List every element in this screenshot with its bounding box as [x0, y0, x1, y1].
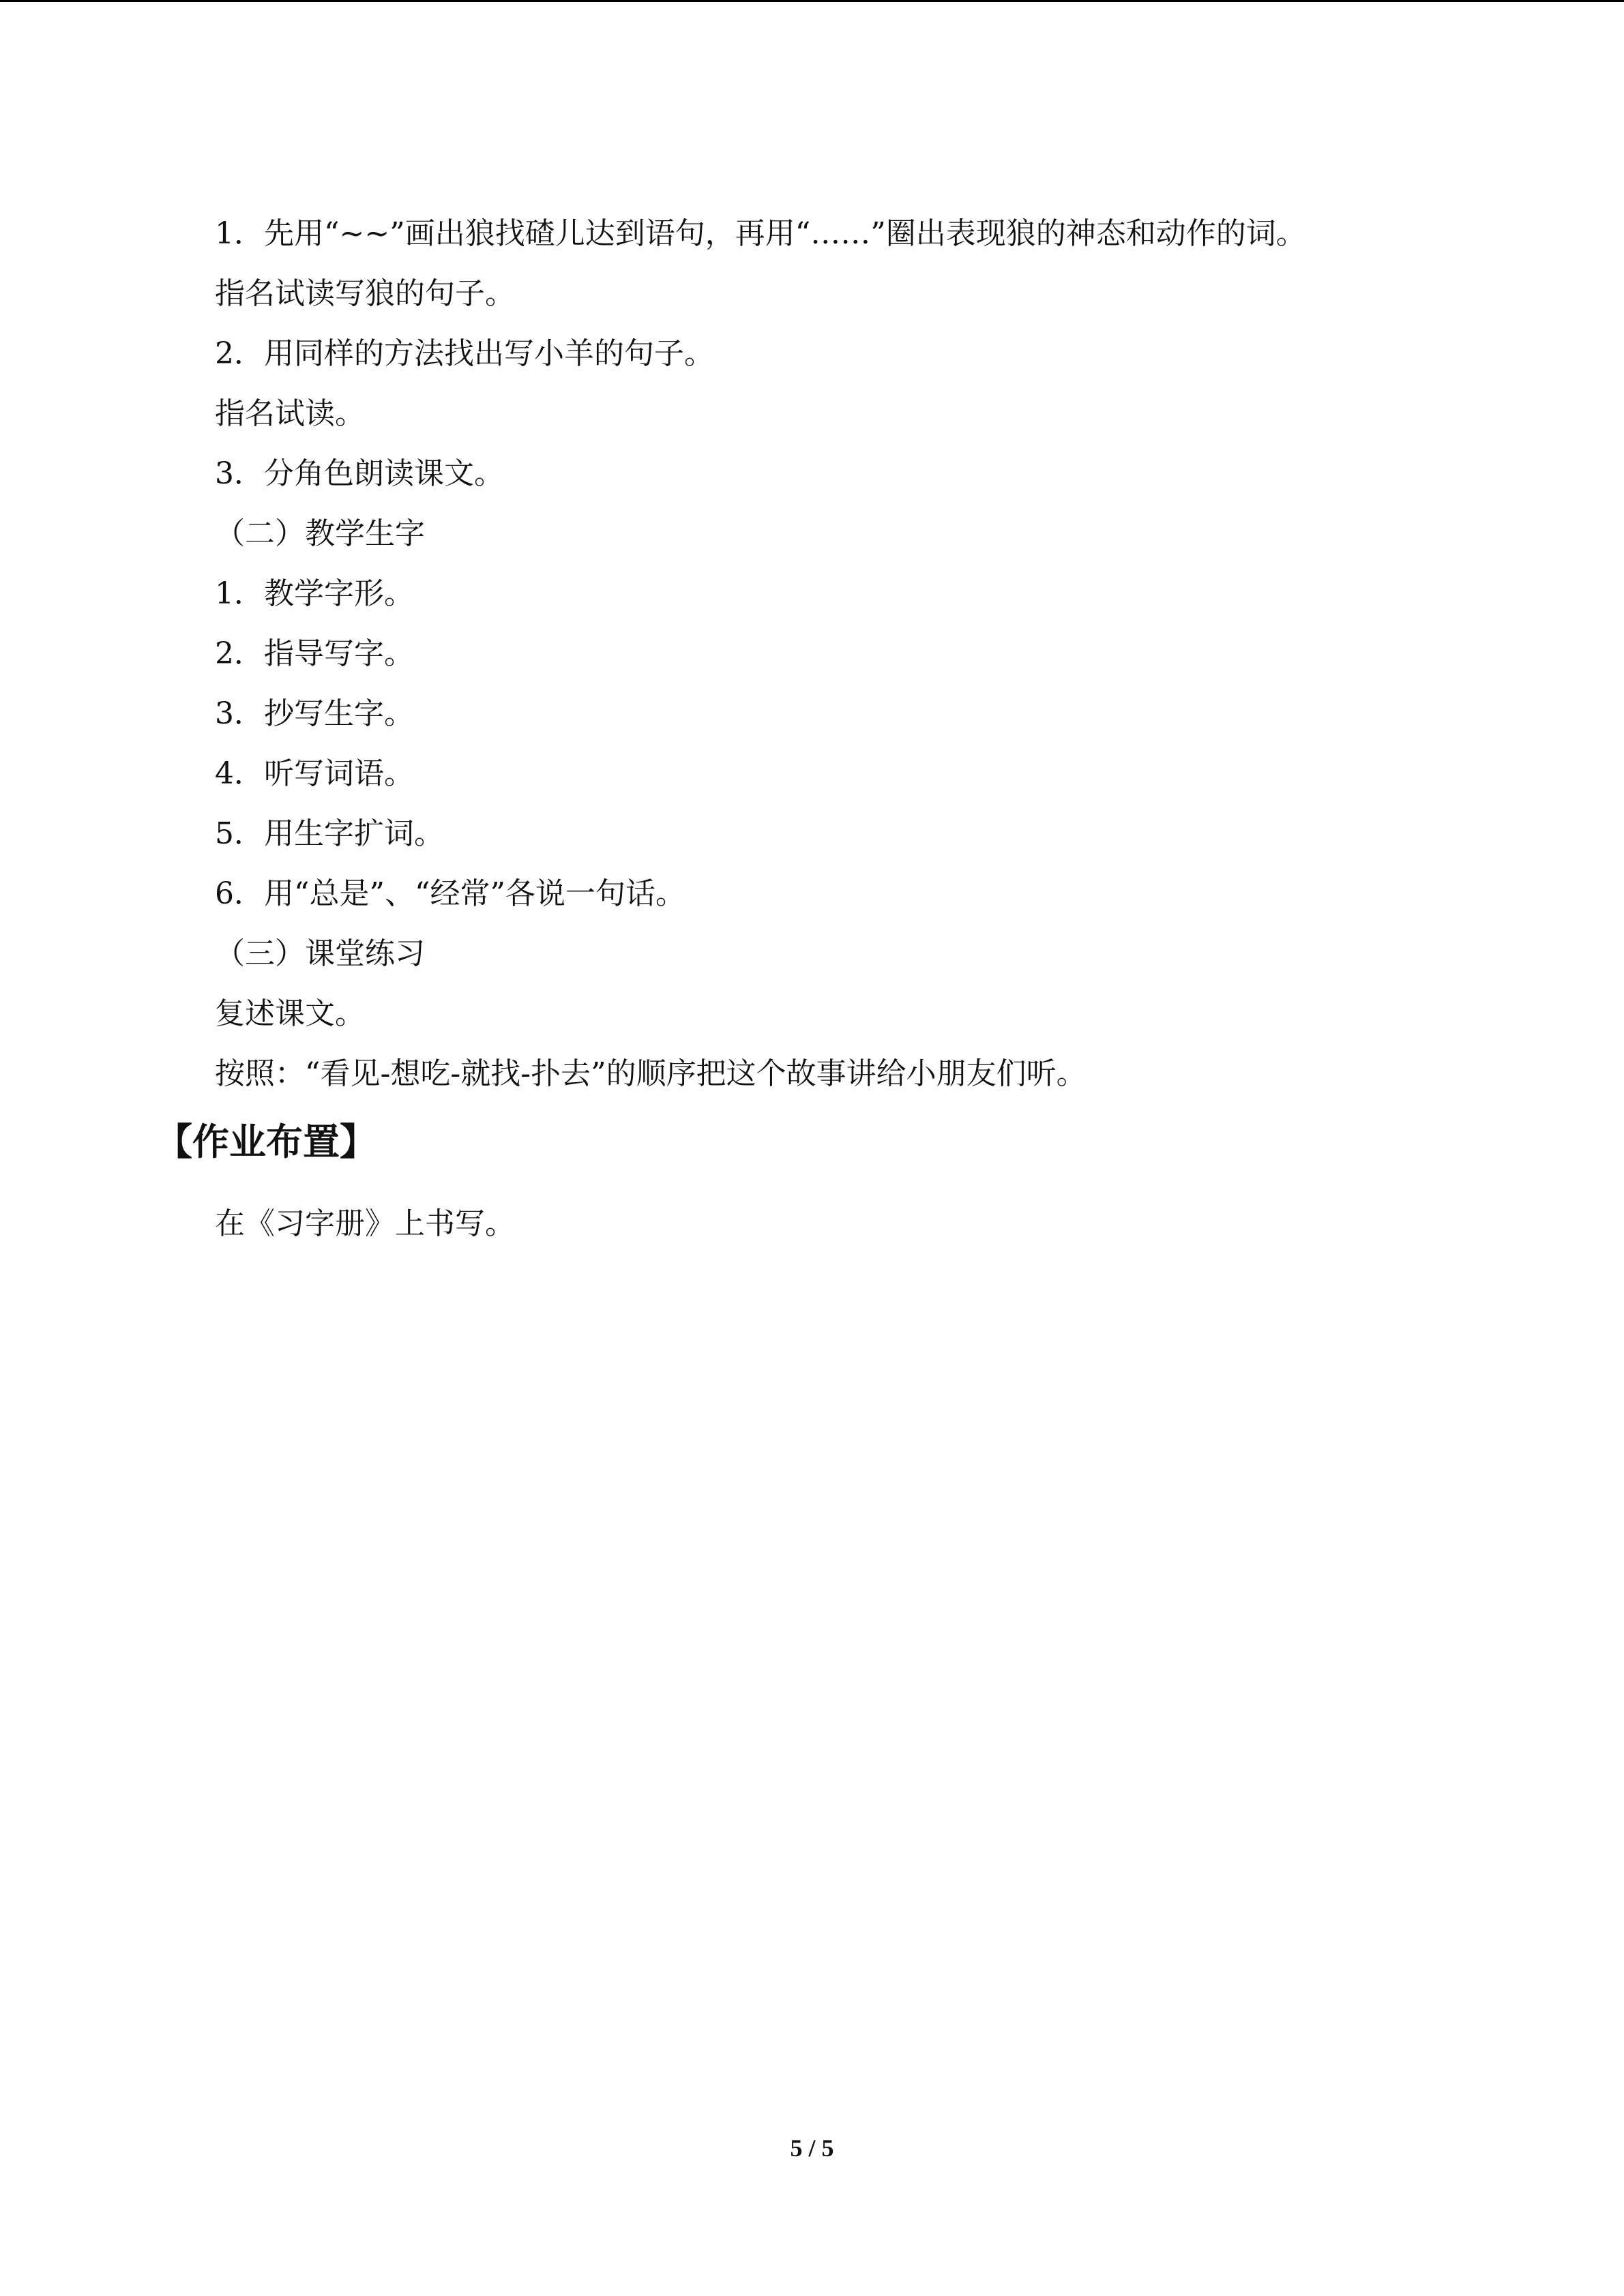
read-wolf-sentences: 指名试读写狼的句子。: [215, 276, 515, 311]
retell-order-instruction: 按照：“看见-想吃-就找-扑去”的顺序把这个故事讲给小朋友们听。: [215, 1056, 1087, 1091]
step-3-role-reading: 3．分角色朗读课文。: [215, 456, 504, 491]
char-step-1: 1．教学字形。: [215, 576, 414, 611]
page-number: 5 / 5: [790, 2134, 834, 2162]
char-step-5: 5．用生字扩词。: [215, 816, 444, 851]
read-aloud-note: 指名试读。: [215, 396, 365, 431]
section-three-title: （三）课堂练习: [215, 936, 425, 971]
step-1-mark-sentences: 1．先用“~~”画出狼找碴儿达到语句，再用“……”圈出表现狼的神态和动作的词。: [215, 216, 1306, 251]
char-step-4: 4．听写词语。: [215, 756, 414, 791]
char-step-6: 6．用“总是”、“经常”各说一句话。: [215, 876, 685, 911]
homework-text: 在《习字册》上书写。: [215, 1206, 515, 1241]
retell-text: 复述课文。: [215, 996, 365, 1031]
step-2-find-lamb-sentences: 2．用同样的方法找出写小羊的句子。: [215, 336, 714, 371]
char-step-2: 2．指导写字。: [215, 636, 414, 671]
char-step-3: 3．抄写生字。: [215, 696, 414, 731]
section-two-title: （二）教学生字: [215, 516, 425, 551]
homework-heading: 【作业布置】: [156, 1120, 377, 1163]
